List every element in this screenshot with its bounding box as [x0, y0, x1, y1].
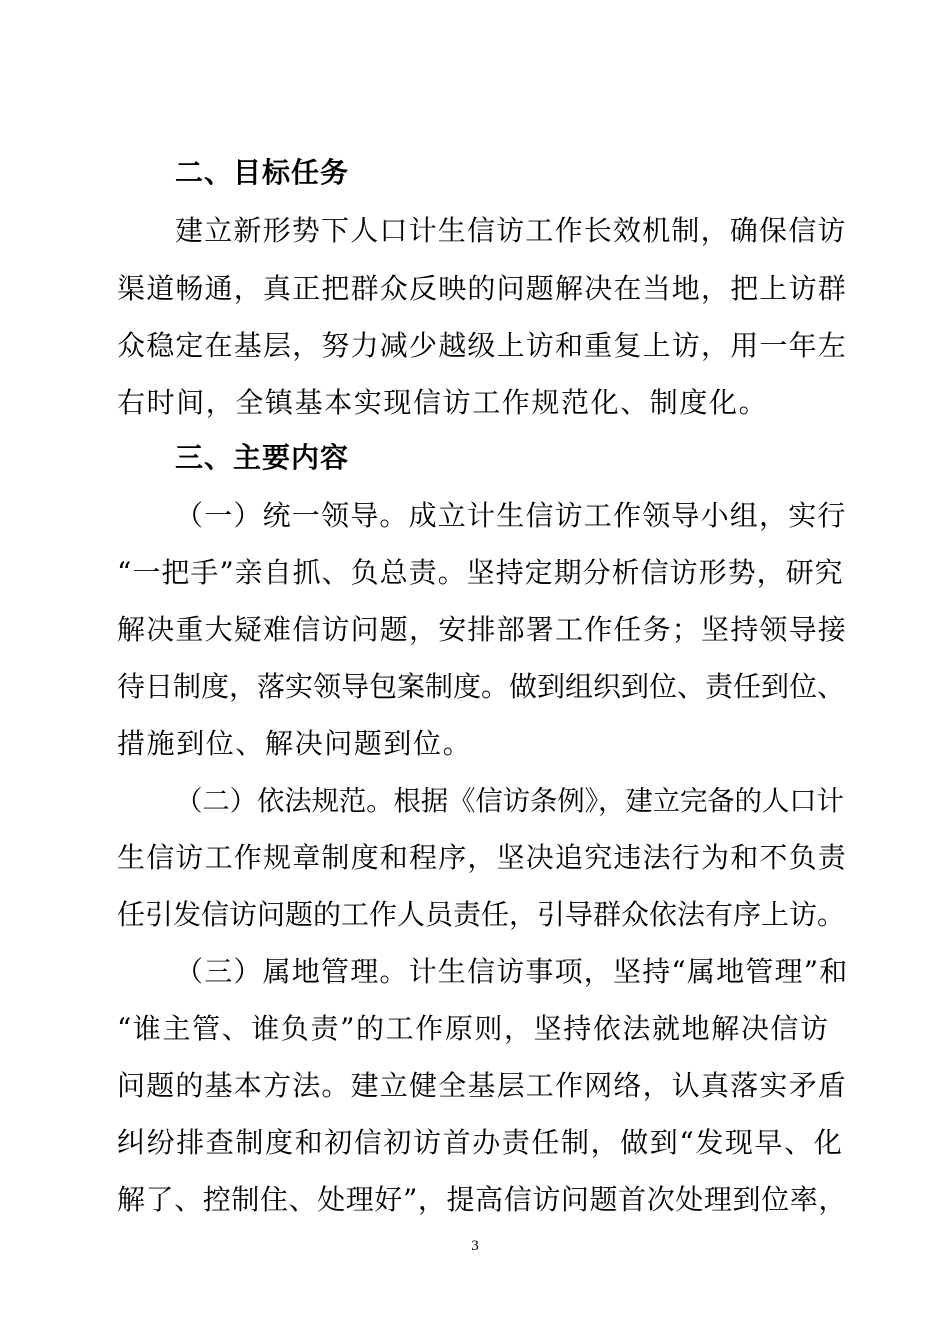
- section-heading-goals: 二、目标任务: [175, 156, 350, 189]
- paragraph-line: 建立新形势下人口计生信访工作长效机制，确保信访: [175, 214, 847, 247]
- paragraph-line: （二）依法规范。根据《信访条例》，建立完备的人口计: [175, 785, 844, 817]
- section-heading-content: 三、主要内容: [175, 441, 350, 474]
- paragraph-line: 问题的基本方法。建立健全基层工作网络，认真落实矛盾: [117, 1069, 848, 1102]
- paragraph-line: （三）属地管理。计生信访事项，坚持“属地管理”和: [175, 955, 849, 988]
- paragraph-line: 右时间，全镇基本实现信访工作规范化、制度化。: [117, 386, 769, 419]
- paragraph-line: 待日制度，落实领导包案制度。做到组织到位、责任到位、: [117, 670, 846, 703]
- paragraph-line: 解了、控制住、处理好”，提高信访问题首次处理到位率，: [117, 1183, 847, 1216]
- paragraph-line: “一把手”亲自抓、负总责。坚持定期分析信访形势，研究: [117, 556, 844, 589]
- paragraph-line: 纠纷排查制度和初信初访首办责任制，做到“发现早、化: [117, 1126, 844, 1159]
- paragraph-line: 众稳定在基层，努力减少越级上访和重复上访，用一年左: [117, 329, 848, 362]
- paragraph-line: 解决重大疑难信访问题，安排部署工作任务；坚持领导接: [117, 613, 848, 646]
- page-number: 3: [471, 1238, 479, 1254]
- paragraph-line: 生信访工作规章制度和程序，坚决追究违法行为和不负责: [117, 841, 848, 874]
- paragraph-line: “谁主管、谁负责”的工作原则，坚持依法就地解决信访: [117, 1012, 830, 1045]
- paragraph-line: 任引发信访问题的工作人员责任，引导群众依法有序上访。: [117, 898, 846, 931]
- paragraph-line: （一）统一领导。成立计生信访工作领导小组，实行: [175, 499, 847, 532]
- paragraph-line: 渠道畅通，真正把群众反映的问题解决在当地，把上访群: [117, 272, 848, 305]
- paragraph-line: 措施到位、解决问题到位。: [117, 727, 473, 760]
